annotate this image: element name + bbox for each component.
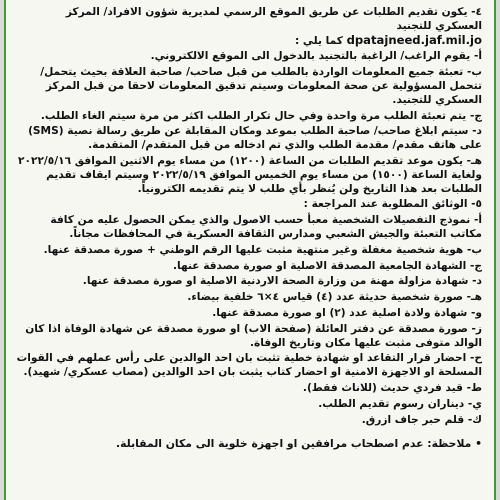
note: • ملاحظة: عدم اصطحاب مرافقين او اجهزة خلوية الى مكان المقابلة. <box>116 437 482 451</box>
document-item-j: ي- ديناران رسوم تقديم الطلب. <box>318 397 482 410</box>
application-intro <box>16 6 482 48</box>
step-d: د- سيتم ابلاغ صاحب/ صاحبة الطلب بموعد ومكان المقابلة عن طريق رسالة نصية (SMS) على هاتف مقدم/ مقدمة الطلب والذي تم ادخاله من قبل المتقدم/ المتقدمة. <box>28 125 482 152</box>
website-link[interactable]: dpatajneed.jaf.mil.jo <box>346 32 482 47</box>
intro-suffix: كما يلي : <box>294 34 343 47</box>
document-item-h: ح- احضار قرار التقاعد او شهادة خطية تثبت بان احد الوالدين على رأس عملهم في القوات المسلحة او الاجهزة الامنية او احضار كتاب يثبت بان احد الوالدين (مصاب عسكري/ شهيد). <box>16 352 482 379</box>
documents-heading: ٥- الوثائق المطلوبة عند المراجعة : <box>303 198 482 211</box>
document-item-e: هـ- صورة شخصية حديثة عدد (٤) قياس ٤×٦ خلفية بيضاء. <box>187 291 482 304</box>
step-e: هـ- يكون موعد تقديم الطلبات من الساعة (١٢٠٠) من مساء يوم الاثنين الموافق ٢٠٢٢/٥/١٦ ولغاية الساعة (١٥٠٠) من مساء يوم الخميس الموافق ٢٠٢٢/٥/١٩ وسيتم ايقاف تقديم الطلبات بعد هذا التاريخ ولن يُنظر بأي طلب لا يتم تقديمه الكترونياً. <box>18 154 482 195</box>
document-item-a: أ- نموذج التفصيلات الشخصية معبأ حسب الاصول والذي يمكن الحصول عليه من كافة مكاتب التعبئة والجيش الشعبي ومدارس الثقافة العسكرية في المحافظات مجاناً. <box>50 214 482 240</box>
document-item-f: و- شهادة ولادة اصلية عدد (٢) او صورة مصدقة عنها. <box>212 306 482 319</box>
document-item-g: ز- صورة مصدقة عن دفتر العائلة (صفحة الاب) او صورة مصدقة عن شهادة الوفاة اذا كان الوالد متوفى مثبت عليها مكان وتاريخ الوفاة. <box>25 322 482 349</box>
intro-line: ٤- يكون تقديم الطلبات عن طريق الموقع الرسمي لمديرية شؤون الافراد/ المركز العسكري للتجنيد <box>65 6 482 32</box>
document-item-b: ب- هوية شخصية مغفلة وغير منتهية مثبت عليها الرقم الوطني + صورة مصدقة عنها. <box>43 243 482 256</box>
announcement-page <box>4 0 496 500</box>
step-b: ب- تعبئة جميع المعلومات الواردة بالطلب من قبل صاحب/ صاحبة العلاقة بحيث يتحمل/ تتحمل المسؤولية عن صحة المعلومات وسيتم تدقيق المعلومات لاحقا من قبل المركز العسكري للتجنيد. <box>40 66 482 106</box>
document-item-k: ك- قلم حبر جاف ازرق. <box>361 413 482 426</box>
announcement-body <box>16 6 482 494</box>
step-a: أ- يقوم الراغب/ الراغبة بالتجنيد بالدخول الى الموقع الالكتروني. <box>150 50 482 63</box>
document-item-i: ط- قيد فردي حديث (للاناث فقط). <box>302 381 482 394</box>
step-c: ج- يتم تعبئة الطلب مرة واحدة وفي حال تكرار الطلب اكثر من مرة سيتم الغاء الطلب. <box>40 109 482 122</box>
document-item-c: ج- الشهادة الجامعية المصدقة الاصلية او صورة مصدقة عنها. <box>172 259 482 272</box>
document-item-d: د- شهادة مزاولة مهنة من وزارة الصحة الاردنية الاصلية او صورة مصدقة عنها. <box>82 275 482 288</box>
